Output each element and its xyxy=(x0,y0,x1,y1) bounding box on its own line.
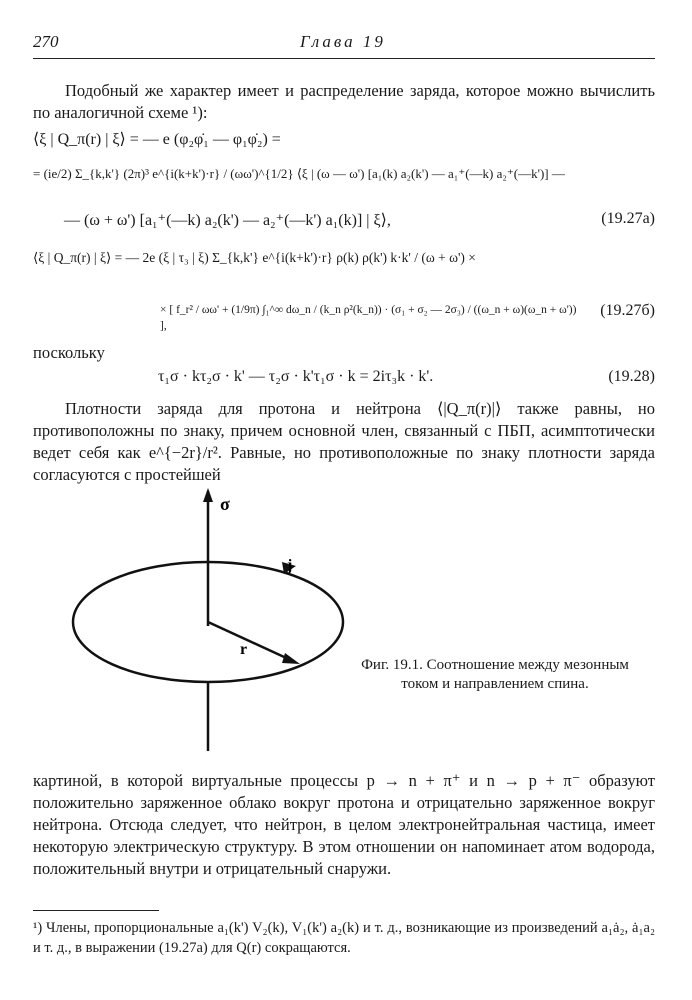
equation-19-27b-line1: ⟨ξ | Q_π(r) | ξ⟩ = — 2e (ξ | τ₃ | ξ) Σ_{k,k'} e^{i(k+k')·r} ρ(k) ρ(k') k·k' / (ω + ω') × xyxy=(33,250,476,265)
figure-19-1 xyxy=(60,486,360,756)
page-number: 270 xyxy=(33,32,59,51)
intro-paragraph: Подобный же характер имеет и распределение заряда, которое можно вычислить по аналогичной схеме ¹): xyxy=(33,81,655,122)
equation-number: (19.28) xyxy=(608,368,655,385)
equation-19-27a-line3: — (ω + ω') [a₁⁺(—k) a₂(k') — a₂⁺(—k') a₁(k)] | ξ⟩, xyxy=(64,212,391,229)
equation-19-27b-line2: × [ f_r² / ωω' + (1/9π) ∫₁^∞ dω_n / (k_n ρ²(k_n)) · (σ₁ + σ₂ — 2σ₃) / ((ω_n + ω)(ω_n + ω')) ], xyxy=(160,304,577,332)
chapter-title: Глава 19 xyxy=(300,32,386,51)
label-j: j xyxy=(287,557,293,574)
radius-arrowhead xyxy=(282,653,300,664)
sigma-arrowhead xyxy=(203,488,213,502)
since-word: поскольку xyxy=(33,343,105,362)
footnote: ¹) Члены, пропорциональные a₁(k') V₂(k), V₁(k') a₂(k) и т. д., возникающие из произведений a₁ȧ₂, ȧ₁a₂ и т. д., в выражении (19.27а) для Q(r) сокращаются. xyxy=(33,920,655,956)
figure-caption: Фиг. 19.1. Соотношение между мезонным током и направлением спина. xyxy=(361,657,629,692)
equation-number: (19.27б) xyxy=(600,302,655,319)
header-rule xyxy=(33,58,655,59)
equation-19-28: τ₁σ · kτ₂σ · k' — τ₂σ · k'τ₁σ · k = 2iτ₃k · k'. xyxy=(158,368,434,385)
equation-19-27a-line1: ⟨ξ | Q_π(r) | ξ⟩ = — e (φ₂φ̇₁ — φ₁φ̇₂) = xyxy=(33,131,281,148)
paragraph-charge-density: Плотности заряда для протона и нейтрона ⟨|Q_π(r)|⟩ также равны, но противоположны по знаку, причем основной член, связанный с ПБП, асимптотически ведет себя как e^{−2r}/r². Равные, но противоположные по знаку плотности заряда согласуются с простейшей xyxy=(33,399,655,484)
paragraph-virtual-processes: картиной, в которой виртуальные процессы p → n + π⁺ и n → p + π⁻ образуют положительно заряженное облако вокруг протона и отрицательно заряженное вокруг нейтрона. Отсюда следует, что нейтрон, в целом электронейтральная частица, имеет некоторую электрическую структуру. В этом отношении он напоминает атом водорода, положительный внутри и отрицательный снаружи. xyxy=(33,771,655,878)
footnote-rule xyxy=(33,910,159,911)
label-r: r xyxy=(240,641,248,658)
equation-number: (19.27а) xyxy=(601,210,655,227)
radius-vector xyxy=(208,622,295,662)
label-sigma: σ xyxy=(220,494,230,514)
equation-19-27a-line2: = (ie/2) Σ_{k,k'} (2π)³ e^{i(k+k')·r} / (ωω')^{1/2} ⟨ξ | (ω — ω') [a₁(k) a₂(k') — a₁⁺(—k) a₂⁺(—k')] — xyxy=(33,166,565,181)
